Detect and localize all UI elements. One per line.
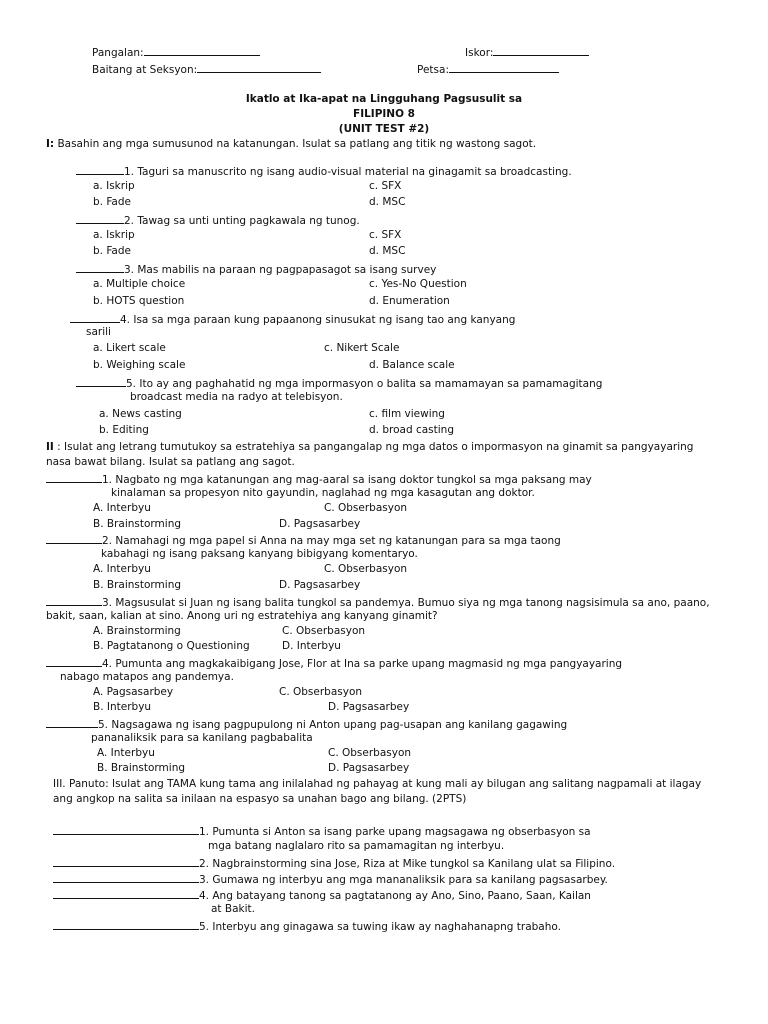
p2-q5-choice-b: B. Brainstorming	[97, 762, 186, 774]
p1-q4-choice-a: a. Likert scale	[93, 342, 166, 354]
p2-q3-choice-a: A. Brainstorming	[93, 625, 181, 637]
score-field	[465, 45, 589, 60]
answer-blank	[53, 919, 199, 930]
p2-q2-choice-c: C. Obserbasyon	[324, 563, 408, 575]
p2-q5-choice-a: A. Interbyu	[97, 747, 155, 759]
p1-q2-choice-b: b. Fade	[93, 245, 131, 257]
p2-q1-choice-b: B. Brainstorming	[93, 518, 182, 530]
p1-q2-choice-a: a. Iskrip	[93, 229, 135, 241]
p3-q4	[53, 888, 591, 903]
p1-q5	[76, 376, 602, 391]
p2-q4-text: 4. Pumunta ang magkakaibigang Jose, Flor at Ina sa parke upang magmasid ng mga pangyayaring	[102, 658, 623, 670]
p1-q3-choice-b: b. HOTS question	[93, 295, 185, 307]
p1-q5-cont: broadcast media na radyo at telebisyon.	[130, 391, 343, 403]
p1-q1-text: 1. Taguri sa manuscrito ng isang audio-visual material na ginagamit sa broadcasting.	[124, 166, 572, 178]
score-blank	[493, 45, 589, 56]
p2-q4-cont: nabago matapos ang pandemya.	[60, 671, 234, 683]
part1-label: I:	[46, 138, 55, 150]
date-label: Petsa:	[417, 64, 449, 76]
answer-blank	[76, 262, 124, 273]
p1-q4-text: 4. Isa sa mga paraan kung papaanong sinusukat ng isang tao ang kanyang	[120, 314, 516, 326]
p1-q1-choice-b: b. Fade	[93, 196, 131, 208]
part3-instruction-1: III. Panuto: Isulat ang TAMA kung tama ang inilalahad ng pahayag at kung mali ay bilugan ang salitang nagpamali at ilagay	[53, 778, 702, 790]
p3-q5-text: 5. Interbyu ang ginagawa sa tuwing ikaw ay naghahanapng trabaho.	[199, 921, 561, 933]
answer-blank	[46, 656, 102, 667]
p2-q4	[46, 656, 622, 671]
answer-blank	[53, 888, 199, 899]
p1-q3-choice-d: d. Enumeration	[369, 295, 450, 307]
p2-q2-choice-b: B. Brainstorming	[93, 579, 182, 591]
p2-q3-choice-d: D. Interbyu	[282, 640, 341, 652]
section-label: Baitang at Seksyon:	[92, 64, 198, 76]
p3-q1-cont: mga batang naglalaro rito sa pamamagitan ng interbyu.	[208, 840, 505, 852]
answer-blank	[76, 164, 124, 175]
part2-instruction-row	[46, 441, 693, 454]
answer-blank	[70, 312, 120, 323]
p1-q3-text: 3. Mas mabilis na paraan ng pagpapasagot sa isang survey	[124, 264, 437, 276]
p1-q3-choice-c: c. Yes-No Question	[369, 278, 467, 290]
part3-instruction-2: ang angkop na salita sa inilaan na espasyo sa unahan bago ang bilang. (2PTS)	[53, 793, 467, 805]
p1-q3	[76, 262, 436, 277]
p3-q1-text: 1. Pumunta si Anton sa isang parke upang magsagawa ng obserbasyon sa	[199, 826, 591, 838]
p1-q2	[76, 213, 360, 228]
p3-q3	[53, 872, 608, 887]
p2-q1-choice-c: C. Obserbasyon	[324, 502, 408, 514]
p2-q1-text: 1. Nagbato ng mga katanungan ang mag-aaral sa isang doktor tungkol sa mga paksang may	[102, 474, 592, 486]
p1-q1-choice-d: d. MSC	[369, 196, 406, 208]
p1-q3-choice-a: a. Multiple choice	[93, 278, 186, 290]
p3-q2	[53, 856, 615, 871]
answer-blank	[46, 472, 102, 483]
name-blank	[144, 45, 260, 56]
section-blank	[197, 62, 321, 73]
answer-blank	[46, 717, 98, 728]
p1-q5-text: 5. Ito ay ang paghahatid ng mga impormasyon o balita sa mamamayan sa pamamagitang	[126, 378, 603, 390]
p1-q1-choice-c: c. SFX	[369, 180, 402, 192]
part1-instruction-row	[46, 138, 536, 151]
p2-q5-cont: pananaliksik para sa kanilang pagbabalita	[91, 732, 313, 744]
section-field	[92, 62, 321, 77]
p1-q4-choice-b: b. Weighing scale	[93, 359, 186, 371]
p2-q5-text: 5. Nagsagawa ng isang pagpupulong ni Anton upang pag-usapan ang kanilang gagawing	[98, 719, 568, 731]
score-label: Iskor:	[465, 47, 494, 59]
p2-q1	[46, 472, 592, 487]
date-field	[417, 62, 559, 77]
p2-q5-choice-d: D. Pagsasarbey	[328, 762, 410, 774]
answer-blank	[76, 376, 126, 387]
answer-blank	[76, 213, 124, 224]
part2-label: II	[46, 441, 54, 453]
p1-q1	[76, 164, 572, 179]
p1-q2-choice-c: c. SFX	[369, 229, 402, 241]
p3-q3-text: 3. Gumawa ng interbyu ang mga mananaliksik para sa kanilang pagsasarbey.	[199, 874, 608, 886]
title-line-3: (UNIT TEST #2)	[338, 123, 430, 135]
p2-q1-cont: kinalaman sa propesyon nito gayundin, naglahad ng mga kasagutan ang doktor.	[111, 487, 535, 499]
p1-q4	[70, 312, 515, 327]
p2-q3-choice-c: C. Obserbasyon	[282, 625, 366, 637]
p2-q3-choice-b: B. Pagtatanong o Questioning	[93, 640, 250, 652]
title-line-2: FILIPINO 8	[353, 108, 415, 120]
answer-blank	[46, 533, 102, 544]
p1-q2-choice-d: d. MSC	[369, 245, 406, 257]
p2-q2	[46, 533, 561, 548]
date-blank	[449, 62, 559, 73]
p1-q4-cont: sarili	[86, 326, 111, 338]
p1-q4-choice-c: c. Nikert Scale	[324, 342, 400, 354]
p1-q2-text: 2. Tawag sa unti unting pagkawala ng tunog.	[124, 215, 360, 227]
p2-q2-cont: kabahagi ng isang paksang kanyang bibigyang komentaryo.	[101, 548, 418, 560]
p2-q3-cont: bakit, saan, kalian at sino. Anong uri ng estratehiya ang kanyang ginamit?	[46, 610, 438, 622]
part1-instruction: Basahin ang mga sumusunod na katanungan. Isulat sa patlang ang titik ng wastong sagot.	[57, 138, 537, 150]
answer-blank	[53, 856, 199, 867]
answer-blank	[53, 824, 199, 835]
p1-q4-choice-d: d. Balance scale	[369, 359, 455, 371]
p2-q4-choice-b: B. Interbyu	[93, 701, 152, 713]
p2-q4-choice-c: C. Obserbasyon	[279, 686, 363, 698]
p2-q3	[46, 595, 710, 610]
part2-instruction-1: : Isulat ang letrang tumutukoy sa estratehiya sa pangangalap ng mga datos o impormasyon na ginamit sa pangyayaring	[57, 441, 694, 453]
p3-q4-cont: at Bakit.	[211, 903, 255, 915]
p1-q5-choice-a: a. News casting	[99, 408, 182, 420]
p2-q2-text: 2. Namahagi ng mga papel si Anna na may mga set ng katanungan para sa mga taong	[102, 535, 561, 547]
answer-blank	[46, 595, 102, 606]
p2-q4-choice-d: D. Pagsasarbey	[328, 701, 410, 713]
p2-q5-choice-c: C. Obserbasyon	[328, 747, 412, 759]
p3-q1	[53, 824, 591, 839]
p2-q1-choice-a: A. Interbyu	[93, 502, 151, 514]
p1-q5-choice-b: b. Editing	[99, 424, 149, 436]
p3-q5	[53, 919, 561, 934]
p3-q4-text: 4. Ang batayang tanong sa pagtatanong ay Ano, Sino, Paano, Saan, Kailan	[199, 890, 591, 902]
p2-q2-choice-d: D. Pagsasarbey	[279, 579, 361, 591]
p2-q1-choice-d: D. Pagsasarbey	[279, 518, 361, 530]
part2-instruction-2: nasa bawat bilang. Isulat sa patlang ang sagot.	[46, 456, 295, 468]
p2-q4-choice-a: A. Pagsasarbey	[93, 686, 174, 698]
p1-q5-choice-d: d. broad casting	[369, 424, 454, 436]
p2-q5	[46, 717, 567, 732]
p2-q3-text: 3. Magsusulat si Juan ng isang balita tungkol sa pandemya. Bumuo siya ng mga tanong nagsisimula sa ano, paano,	[102, 597, 710, 609]
title-line-1: Ikatlo at Ika-apat na Lingguhang Pagsusulit sa	[245, 93, 523, 105]
p1-q1-choice-a: a. Iskrip	[93, 180, 135, 192]
p3-q2-text: 2. Nagbrainstorming sina Jose, Riza at Mike tungkol sa Kanilang ulat sa Filipino.	[199, 858, 616, 870]
name-label: Pangalan:	[92, 47, 144, 59]
p1-q5-choice-c: c. film viewing	[369, 408, 445, 420]
name-field	[92, 45, 260, 60]
p2-q2-choice-a: A. Interbyu	[93, 563, 151, 575]
answer-blank	[53, 872, 199, 883]
